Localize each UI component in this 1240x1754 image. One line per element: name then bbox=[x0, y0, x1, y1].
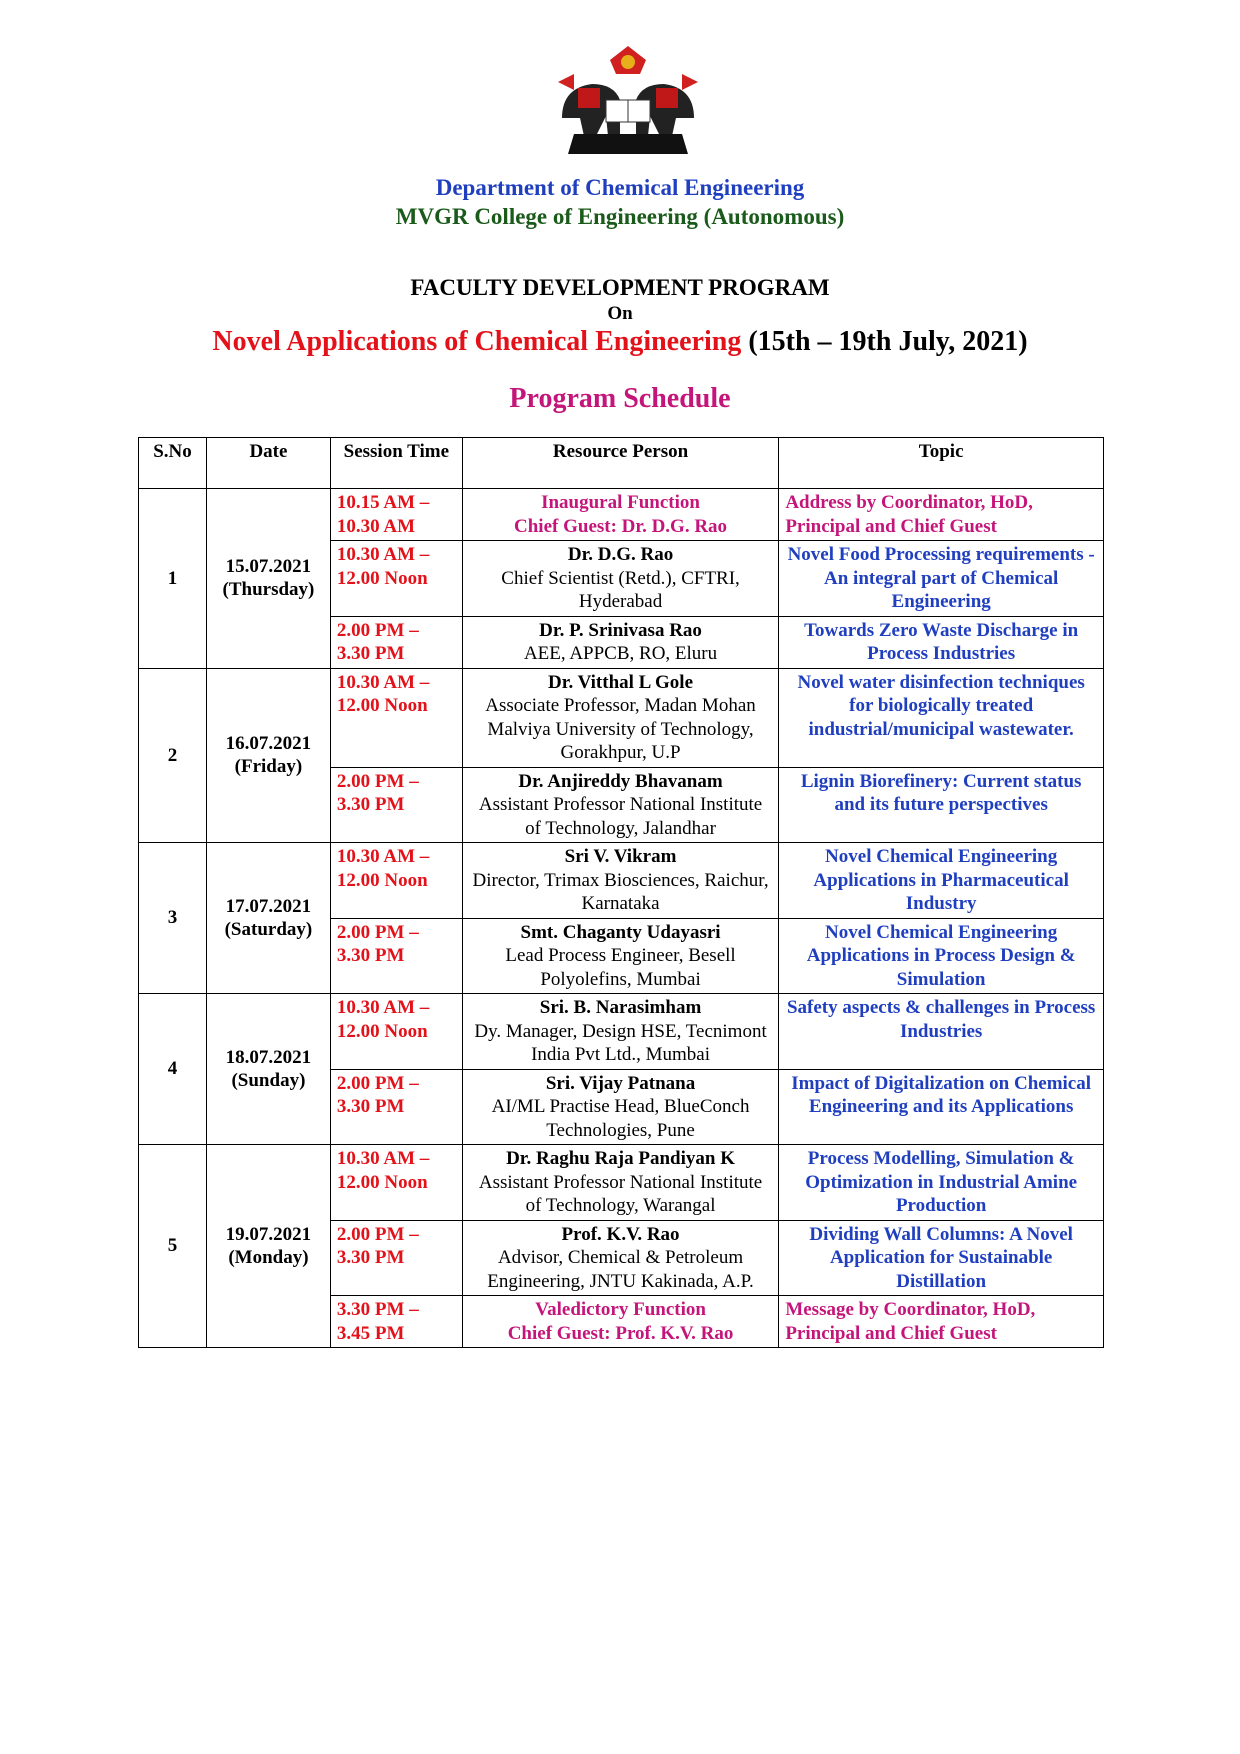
table-header-row bbox=[139, 438, 1104, 489]
column-header: Date bbox=[206, 438, 330, 489]
date-value: 19.07.2021 bbox=[225, 1223, 312, 1245]
resource-person bbox=[462, 616, 779, 668]
session-time: 2.00 PM – 3.30 PM bbox=[330, 616, 462, 668]
session-time: 10.30 AM – 12.00 Noon bbox=[330, 668, 462, 767]
resource-person bbox=[462, 541, 779, 617]
column-header: Topic bbox=[779, 438, 1104, 489]
date-value: 16.07.2021 bbox=[225, 732, 312, 754]
table-body bbox=[139, 489, 1104, 1348]
person-designation: Associate Professor, Madan Mohan Malviya University of Technology, Gorakhpur, U.P bbox=[485, 695, 756, 763]
session-date bbox=[206, 668, 330, 843]
session-date bbox=[206, 489, 330, 669]
schedule-title: Program Schedule bbox=[509, 383, 731, 414]
column-header: Resource Person bbox=[462, 438, 779, 489]
person-designation: Lead Process Engineer, Besell Polyolefins, Mumbai bbox=[505, 945, 736, 990]
session-date bbox=[206, 1145, 330, 1348]
college-logo-icon bbox=[548, 38, 708, 156]
serial-number: 5 bbox=[139, 1145, 207, 1348]
session-topic: Novel Chemical Engineering Applications in Pharmaceutical Industry bbox=[779, 843, 1104, 919]
person-name: Dr. Anjireddy Bhavanam bbox=[518, 770, 723, 792]
session-date bbox=[206, 994, 330, 1145]
day-name: (Saturday) bbox=[224, 919, 313, 940]
session-topic: Process Modelling, Simulation & Optimization in Industrial Amine Production bbox=[779, 1145, 1104, 1221]
program-theme: Novel Applications of Chemical Engineering bbox=[212, 326, 742, 357]
session-topic: Novel Chemical Engineering Applications in Process Design & Simulation bbox=[779, 918, 1104, 994]
person-designation: Chief Scientist (Retd.), CFTRI, Hyderabad bbox=[501, 567, 740, 612]
table-row bbox=[139, 843, 1104, 919]
person-name: Smt. Chaganty Udayasri bbox=[520, 921, 721, 943]
person-designation: Dy. Manager, Design HSE, Tecnimont India Pvt Ltd., Mumbai bbox=[474, 1020, 767, 1065]
table-row bbox=[139, 994, 1104, 1070]
function-name: Inaugural Function bbox=[541, 492, 700, 513]
person-designation: AI/ML Practise Head, BlueConch Technologies, Pune bbox=[491, 1096, 750, 1141]
person-designation: Director, Trimax Biosciences, Raichur, Karnataka bbox=[472, 869, 769, 914]
table-row bbox=[139, 489, 1104, 541]
session-topic: Safety aspects & challenges in Process Industries bbox=[779, 994, 1104, 1070]
resource-person bbox=[462, 1069, 779, 1145]
day-name: (Thursday) bbox=[222, 579, 315, 601]
person-name: Dr. D.G. Rao bbox=[567, 544, 674, 565]
session-date bbox=[206, 843, 330, 994]
session-topic: Lignin Biorefinery: Current status and its future perspectives bbox=[779, 767, 1104, 843]
person-name: Sri. B. Narasimham bbox=[539, 997, 702, 1018]
day-name: (Friday) bbox=[234, 756, 303, 778]
person-designation: AEE, APPCB, RO, Eluru bbox=[523, 643, 718, 664]
resource-person bbox=[462, 489, 779, 541]
function-name: Valedictory Function bbox=[535, 1299, 706, 1320]
session-time: 10.30 AM – 12.00 Noon bbox=[330, 541, 462, 617]
person-name: Dr. Raghu Raja Pandiyan K bbox=[506, 1148, 735, 1169]
session-time: 10.30 AM – 12.00 Noon bbox=[330, 994, 462, 1070]
session-time: 10.30 AM – 12.00 Noon bbox=[330, 1145, 462, 1221]
person-designation: Advisor, Chemical & Petroleum Engineering, JNTU Kakinada, A.P. bbox=[487, 1247, 754, 1292]
resource-person bbox=[462, 1145, 779, 1221]
schedule-table bbox=[138, 437, 1104, 1348]
session-time: 2.00 PM – 3.30 PM bbox=[330, 918, 462, 994]
date-value: 15.07.2021 bbox=[225, 555, 312, 577]
day-name: (Sunday) bbox=[231, 1070, 306, 1091]
resource-person bbox=[462, 1220, 779, 1296]
date-value: 17.07.2021 bbox=[225, 895, 312, 917]
chief-guest: Chief Guest: Dr. D.G. Rao bbox=[514, 515, 728, 537]
serial-number: 1 bbox=[139, 489, 207, 669]
serial-number: 3 bbox=[139, 843, 207, 994]
serial-number: 2 bbox=[139, 668, 207, 843]
session-topic: Message by Coordinator, HoD, Principal and Chief Guest bbox=[779, 1296, 1104, 1348]
person-designation: Assistant Professor National Institute of Technology, Warangal bbox=[478, 1171, 763, 1216]
program-on: On bbox=[607, 303, 633, 324]
person-name: Sri V. Vikram bbox=[564, 846, 677, 867]
resource-person bbox=[462, 994, 779, 1070]
table-row bbox=[139, 1145, 1104, 1221]
person-name: Sri. Vijay Patnana bbox=[545, 1072, 696, 1094]
session-topic: Novel water disinfection techniques for biologically treated industrial/municipal wastewater. bbox=[779, 668, 1104, 767]
serial-number: 4 bbox=[139, 994, 207, 1145]
session-time: 10.15 AM – 10.30 AM bbox=[330, 489, 462, 541]
resource-person bbox=[462, 767, 779, 843]
session-time: 3.30 PM – 3.45 PM bbox=[330, 1296, 462, 1348]
session-topic: Impact of Digitalization on Chemical Engineering and its Applications bbox=[779, 1069, 1104, 1145]
department-name: Department of Chemical Engineering bbox=[435, 175, 805, 200]
session-topic: Towards Zero Waste Discharge in Process Industries bbox=[779, 616, 1104, 668]
table-row bbox=[139, 668, 1104, 767]
college-name: MVGR College of Engineering (Autonomous) bbox=[395, 204, 845, 229]
person-name: Dr. Vitthal L Gole bbox=[548, 671, 694, 693]
date-value: 18.07.2021 bbox=[225, 1046, 312, 1068]
day-name: (Monday) bbox=[228, 1247, 309, 1268]
session-time: 2.00 PM – 3.30 PM bbox=[330, 1220, 462, 1296]
person-name: Dr. P. Srinivasa Rao bbox=[539, 619, 702, 641]
column-header: Session Time bbox=[330, 438, 462, 489]
person-name: Prof. K.V. Rao bbox=[561, 1223, 680, 1245]
program-title bbox=[0, 326, 1240, 358]
person-designation: Assistant Professor National Institute of Technology, Jalandhar bbox=[478, 794, 763, 839]
session-time: 2.00 PM – 3.30 PM bbox=[330, 1069, 462, 1145]
program-type: FACULTY DEVELOPMENT PROGRAM bbox=[410, 275, 830, 300]
program-dates: (15th – 19th July, 2021) bbox=[748, 326, 1028, 357]
resource-person bbox=[462, 1296, 779, 1348]
session-time: 2.00 PM – 3.30 PM bbox=[330, 767, 462, 843]
resource-person bbox=[462, 843, 779, 919]
resource-person bbox=[462, 918, 779, 994]
session-topic: Novel Food Processing requirements - An integral part of Chemical Engineering bbox=[779, 541, 1104, 617]
session-time: 10.30 AM – 12.00 Noon bbox=[330, 843, 462, 919]
column-header: S.No bbox=[139, 438, 207, 489]
resource-person bbox=[462, 668, 779, 767]
chief-guest: Chief Guest: Prof. K.V. Rao bbox=[507, 1322, 734, 1344]
session-topic: Address by Coordinator, HoD, Principal and Chief Guest bbox=[779, 489, 1104, 541]
session-topic: Dividing Wall Columns: A Novel Application for Sustainable Distillation bbox=[779, 1220, 1104, 1296]
